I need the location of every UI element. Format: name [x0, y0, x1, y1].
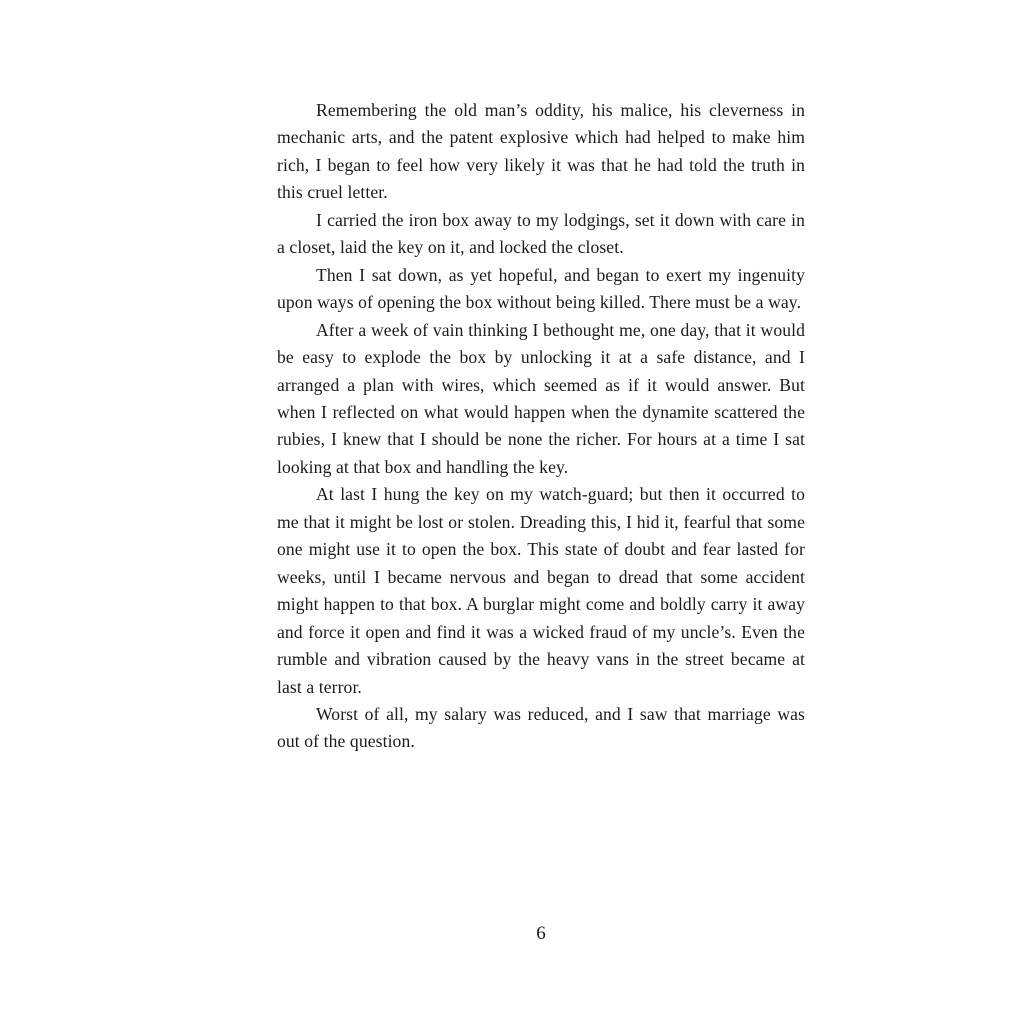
paragraph: Remembering the old man’s oddity, his malice, his cleverness in mechanic arts, and the patent explosive which had helped to make him rich, I began to feel how very likely it was that he had told the truth in this cruel letter. — [277, 100, 805, 203]
paragraph: At last I hung the key on my watch-guard; but then it occurred to me that it might be lost or stolen. Dreading this, I hid it, fearful that some one might use it to open the box. This state of doubt and fear lasted for weeks, until I became nervous and began to dread that some accident might happen to that box. A burglar might come and boldly carry it away and force it open and find it was a wicked fraud of my uncle’s. Even the rumble and vibration caused by the heavy vans in the street became at last a terror. — [277, 484, 805, 697]
paragraph: After a week of vain thinking I bethought me, one day, that it would be easy to explode the box by unlocking it at a safe distance, and I arranged a plan with wires, which seemed as if it would answer. But when I reflected on what would happen when the dynamite scattered the rubies, I knew that I should be none the richer. For hours at a time I sat looking at that box and handling the key. — [277, 319, 805, 477]
page-text-block — [277, 97, 805, 756]
paragraph: Then I sat down, as yet hopeful, and began to exert my ingenuity upon ways of opening the box without being killed. There must be a way. — [277, 264, 805, 313]
paragraph: I carried the iron box away to my lodgings, set it down with care in a closet, laid the key on it, and locked the closet. — [277, 209, 805, 258]
paragraph: Worst of all, my salary was reduced, and I saw that marriage was out of the question. — [277, 703, 805, 752]
page-number: 6 — [536, 923, 546, 944]
